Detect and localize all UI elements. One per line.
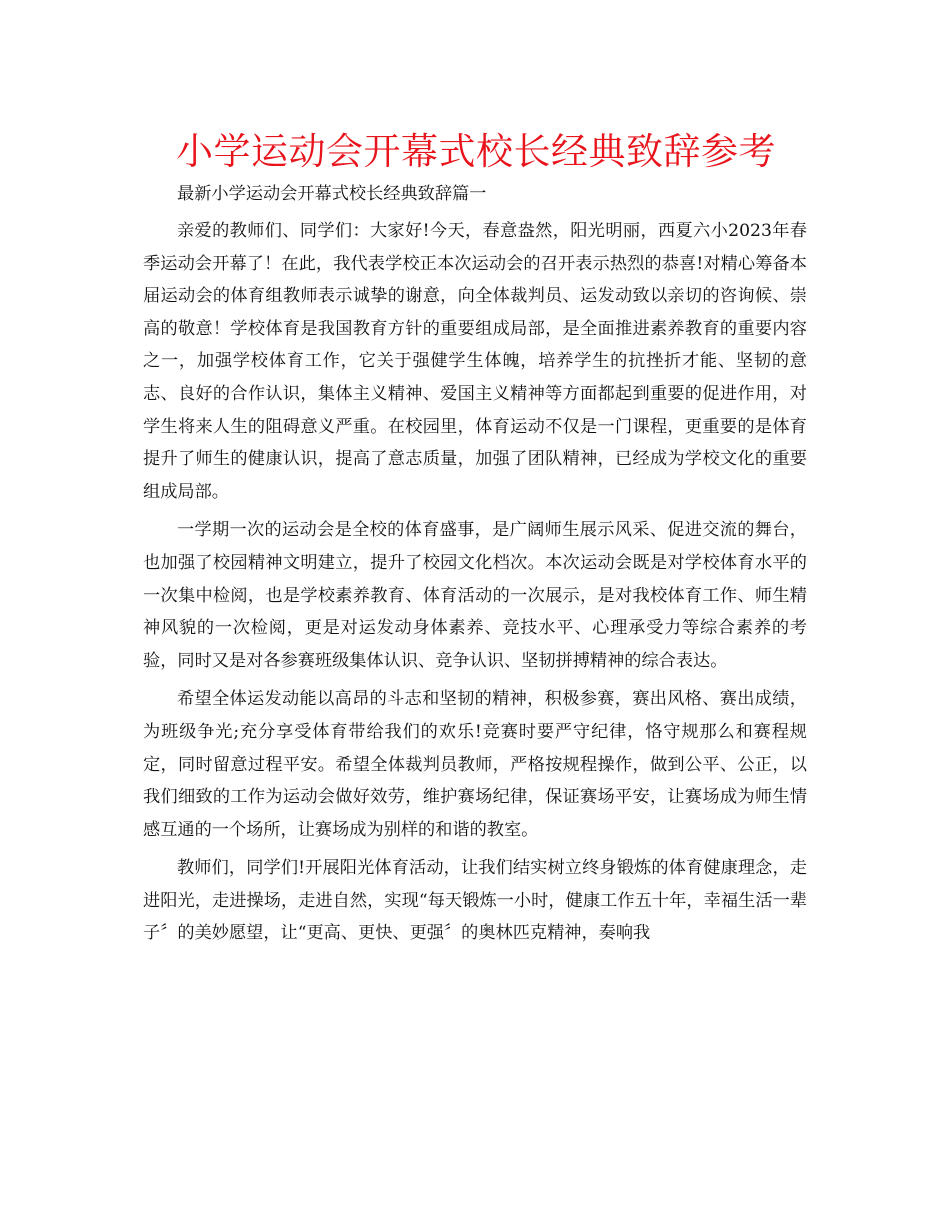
paragraph-2: 一学期一次的运动会是全校的体育盛事，是广阔师生展示风采、促进交流的舞台，也加强了校园精神文明建立，提升了校园文化档次。本次运动会既是对学校体育水平的一次集中检阅，也是学校素养教育、体育活动的一次展示，是对我校体育工作、师生精神风貌的一次检阅，更是对运发动身体素养、竞技水平、心理承受力等综合素养的考验，同时又是对各参赛班级集体认识、竞争认识、坚韧拼搏精神的综合表达。	[143, 520, 807, 671]
paragraph-4: 教师们，同学们!开展阳光体育活动，让我们结实树立终身锻炼的体育健康理念，走进阳光，走进操场，走进自然，实现“每天锻炼一小时，健康工作五十年，幸福生活一辈子〞的美妙愿望，让“更高、更快、更强〞的奥林匹克精神，奏响我	[143, 858, 807, 944]
paragraph-3: 希望全体运发动能以高昂的斗志和坚韧的精神，积极参赛，赛出风格、赛出成绩，为班级争光;充分享受体育带给我们的欢乐!竞赛时要严守纪律，恪守规那么和赛程规定，同时留意过程平安。希望全体裁判员教师，严格按规程操作，做到公平、公正，以我们细致的工作为运动会做好效劳，维护赛场纪律，保证赛场平安，让赛场成为师生情感互通的一个场所，让赛场成为别样的和谐的教室。	[143, 689, 807, 840]
document-body	[143, 178, 807, 950]
document-title: 小学运动会开幕式校长经典致辞参考	[176, 130, 776, 173]
paragraph-1: 亲爱的教师们、同学们：大家好!今天，春意盎然，阳光明丽，西夏六小2023年春季运动会开幕了！在此，我代表学校正本次运动会的召开表示热烈的恭喜!对精心筹备本届运动会的体育组教师表示诚挚的谢意，向全体裁判员、运发动致以亲切的咨询候、崇高的敬意！学校体育是我国教育方针的重要组成局部，是全面推进素养教育的重要内容之一，加强学校体育工作，它关于强健学生体魄，培养学生的抗挫折才能、坚韧的意志、良好的合作认识，集体主义精神、爱国主义精神等方面都起到重要的促进作用，对学生将来人生的阻碍意义严重。在校园里，体育运动不仅是一门课程，更重要的是体育提升了师生的健康认识，提高了意志质量，加强了团队精神，已经成为学校文化的重要组成局部。	[143, 221, 807, 502]
document-subtitle: 最新小学运动会开幕式校长经典致辞篇一	[177, 184, 487, 204]
